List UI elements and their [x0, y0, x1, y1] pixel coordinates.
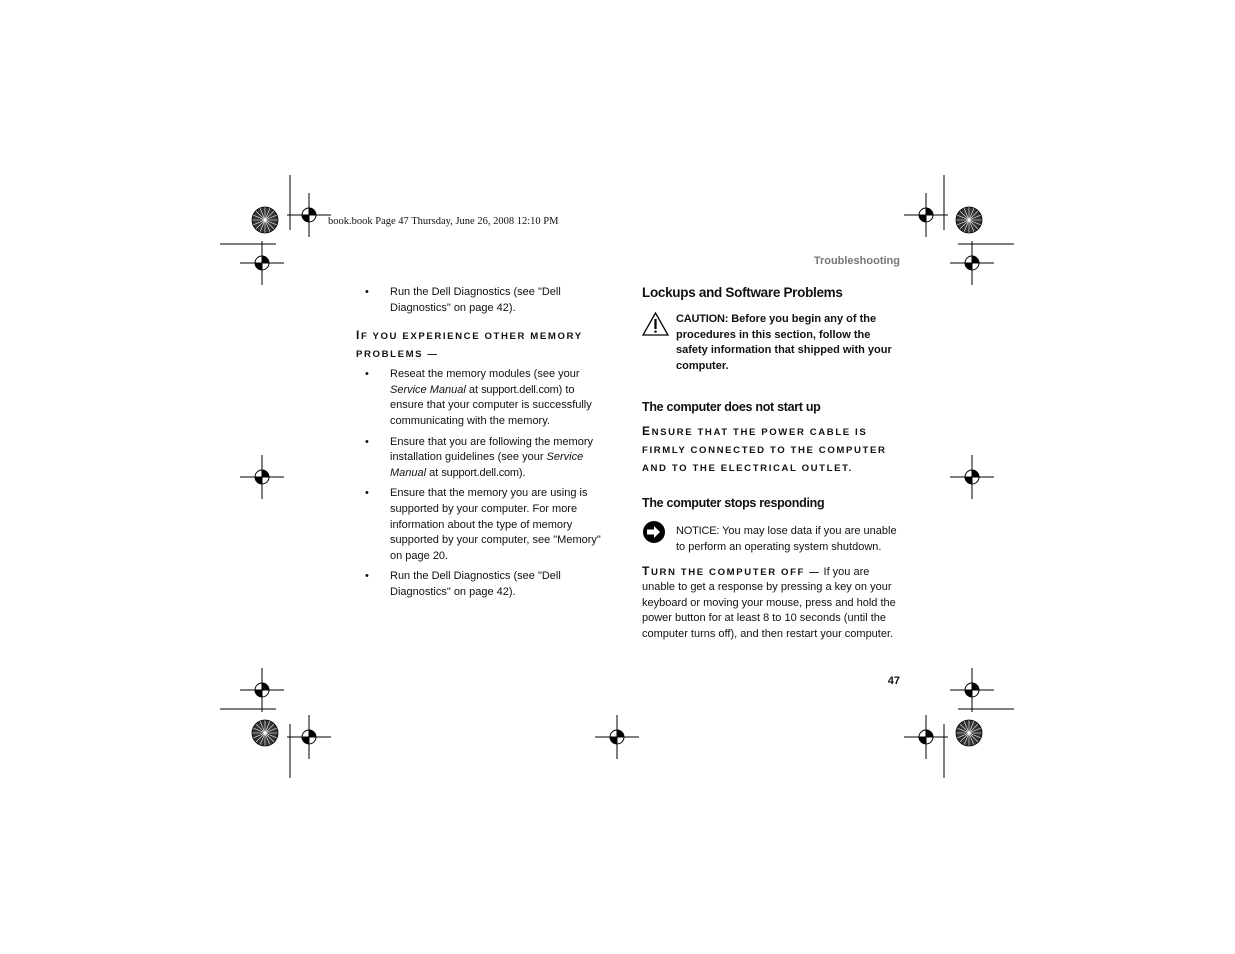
registration-mark-icon — [240, 668, 284, 712]
registration-mark-icon — [240, 455, 284, 499]
memory-problems-heading: IF YOU EXPERIENCE OTHER MEMORY PROBLEMS — — [356, 328, 583, 361]
subheading-no-start: The computer does not start up — [642, 400, 821, 415]
running-head: Troubleshooting — [813, 255, 900, 267]
registration-mark-icon — [240, 241, 284, 285]
list-item: • Ensure that you are following the memory installation guidelines (see your Service Manual at support.dell.com). — [356, 435, 606, 482]
section-title: Lockups and Software Problems — [642, 285, 843, 300]
page-number: 47 — [887, 675, 900, 687]
registration-mark-icon — [287, 715, 331, 759]
memory-bullet-list — [356, 367, 606, 600]
notice-arrow-icon — [642, 524, 666, 550]
registration-mark-icon — [904, 715, 948, 759]
notice-block: NOTICE: You may lose data if you are unable to perform an operating system shutdown. — [642, 524, 904, 555]
caution-triangle-icon — [642, 312, 669, 342]
ensure-power-heading: ENSURE THAT THE POWER CABLE IS FIRMLY CONNECTED TO THE COMPUTER AND TO THE ELECTRICAL OUTLET. — [642, 424, 887, 475]
turn-off-paragraph: TURN THE COMPUTER OFF — If you are unable to get a response by pressing a key on your keyboard or moving your mouse, press and hold the power button for at least 8 to 10 seconds (until the computer turns off), and then restart your computer. — [642, 563, 896, 640]
bullet-list-top — [356, 285, 606, 316]
right-column — [642, 285, 904, 643]
registration-mark-icon — [950, 241, 994, 285]
caution-label: CAUTION: — [676, 313, 729, 325]
left-column — [356, 285, 606, 606]
color-wheel-icon — [956, 207, 982, 233]
list-item: • Reseat the memory modules (see your Service Manual at support.dell.com) to ensure that your computer is successfully communicating with the memory. — [356, 367, 606, 429]
caution-block: CAUTION: Before you begin any of the procedures in this section, follow the safety information that shipped with your computer. — [642, 312, 904, 374]
support-link[interactable]: support.dell.com — [441, 466, 519, 479]
registration-mark-icon — [950, 668, 994, 712]
registration-mark-icon — [287, 193, 331, 237]
book-slug: book.book Page 47 Thursday, June 26, 2008 12:10 PM — [328, 216, 559, 227]
support-link[interactable]: support.dell.com — [481, 383, 559, 396]
color-wheel-icon — [252, 720, 278, 746]
registration-mark-icon — [595, 715, 639, 759]
subheading-stops-responding: The computer stops responding — [642, 496, 825, 511]
color-wheel-icon — [252, 207, 278, 233]
registration-mark-icon — [904, 193, 948, 237]
list-item: • Run the Dell Diagnostics (see "Dell Diagnostics" on page 42). — [356, 569, 606, 600]
notice-label: NOTICE: — [676, 525, 720, 538]
list-item: • Ensure that the memory you are using is supported by your computer. For more information about the type of memory supported by your computer, see "Memory" on page 20. — [356, 486, 606, 564]
list-item: • Run the Dell Diagnostics (see "Dell Diagnostics" on page 42). — [356, 285, 606, 316]
registration-mark-icon — [950, 455, 994, 499]
color-wheel-icon — [956, 720, 982, 746]
